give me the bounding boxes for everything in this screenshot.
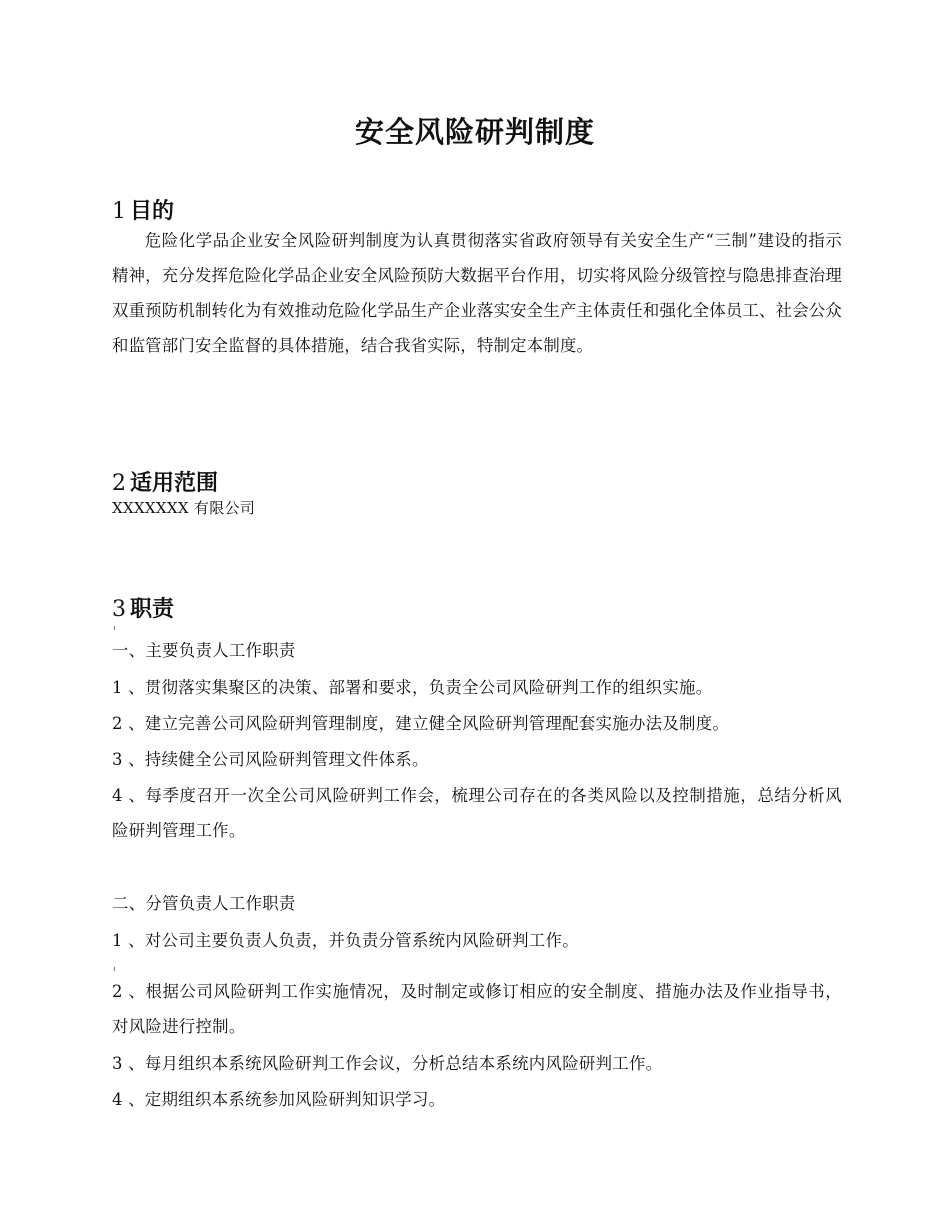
duty-group-title: 一、主要负责人工作职责 [112, 641, 296, 660]
duty-item: 4 、定期组织本系统参加风险研判知识学习。 [112, 1090, 446, 1109]
duty-item: 2 、根据公司风险研判工作实施情况，及时制定或修订相应的安全制度、措施办法及作业指导书，对风险进行控制。 [112, 982, 842, 1036]
stray-mark [114, 967, 115, 971]
purpose-paragraph: 危险化学品企业安全风险研判制度为认真贯彻落实省政府领导有关安全生产“三制”建设的指示精神，充分发挥危险化学品企业安全风险预防大数据平台作用，切实将风险分级管控与隐患排查治理双重预防机制转化为有效推动危险化学品生产企业落实安全生产主体责任和强化全体员工、社会公众和监管部门安全监督的具体措施，结合我省实际，特制定本制度。 [112, 231, 842, 355]
duty-item: 2 、建立完善公司风险研判管理制度，建立健全风险研判管理配套实施办法及制度。 [112, 714, 730, 733]
section-number: 2 [112, 471, 126, 496]
duty-group-title: 二、分管负责人工作职责 [112, 894, 296, 913]
section-heading-duties [112, 592, 174, 623]
section-heading-purpose [112, 194, 174, 225]
section-title: 职责 [130, 597, 175, 622]
section-title: 适用范围 [130, 471, 219, 496]
document-title: 安全风险研判制度 [354, 115, 595, 149]
stray-mark [114, 626, 115, 630]
duty-item: 4 、每季度召开一次全公司风险研判工作会，梳理公司存在的各类风险以及控制措施，总结分析风险研判管理工作。 [112, 786, 842, 840]
section-title: 目的 [130, 199, 175, 224]
section-number: 1 [112, 199, 126, 224]
duty-item: 1 、贯彻落实集聚区的决策、部署和要求，负责全公司风险研判工作的组织实施。 [112, 678, 713, 697]
duty-item: 3 、持续健全公司风险研判管理文件体系。 [112, 750, 429, 769]
section-number: 3 [112, 597, 126, 622]
duty-item: 1 、对公司主要负责人负责，并负责分管系统内风险研判工作。 [112, 931, 579, 950]
scope-text: XXXXXXX 有限公司 [112, 499, 256, 517]
duty-item: 3 、每月组织本系统风险研判工作会议，分析总结本系统内风险研判工作。 [112, 1054, 663, 1073]
